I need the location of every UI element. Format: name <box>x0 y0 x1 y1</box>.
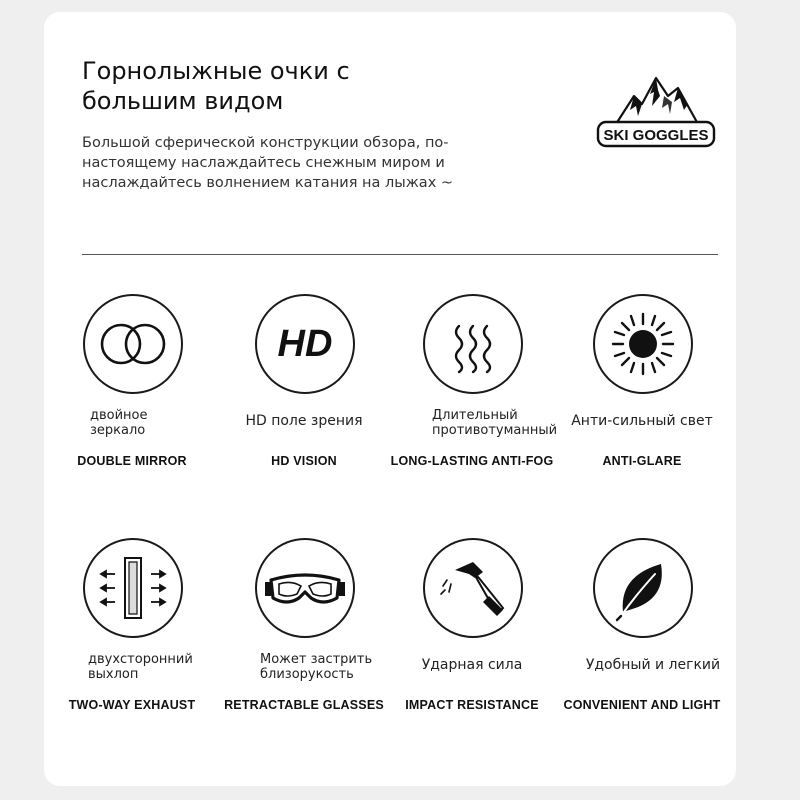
feature-hd-vision <box>224 294 384 474</box>
description: Большой сферической конструкции обзора, по-настоящему наслаждайтесь снежным миром и наслаждайтесь волнением катания на лыжах ~ <box>82 135 454 191</box>
feature-label-en: TWO-WAY EXHAUST <box>68 698 196 712</box>
hd-icon-text: HD <box>277 323 333 365</box>
sun-icon <box>593 294 693 394</box>
feature-label-en: RETRACTABLE GLASSES <box>224 698 384 712</box>
feature-label-ru: двойное зеркало <box>90 408 148 438</box>
goggles-icon <box>255 538 355 638</box>
feature-anti-glare <box>562 294 722 474</box>
feature-label-en: LONG-LASTING ANTI-FOG <box>390 454 554 468</box>
feature-card <box>44 12 736 786</box>
feature-retractable-glasses <box>224 538 384 718</box>
feature-label-ru: Может застрить близорукость <box>260 652 373 682</box>
ski-goggles-logo <box>594 66 718 154</box>
feature-label-ru: Ударная сила <box>421 657 523 673</box>
feature-convenient-light <box>562 538 722 718</box>
divider <box>82 254 718 255</box>
feature-label-ru: Удобный и легкий <box>585 657 721 673</box>
feature-label-en: DOUBLE MIRROR <box>77 454 187 468</box>
feature-anti-fog <box>390 294 558 474</box>
feature-label-ru: двухсторонний выхлоп <box>88 652 193 682</box>
feature-label-ru: Анти-сильный свет <box>571 413 713 429</box>
page-title <box>82 56 350 116</box>
feature-label-ru: HD поле зрения <box>245 413 363 429</box>
feature-label-ru: Длительный противотуманный <box>432 408 558 438</box>
leaf-icon <box>593 538 693 638</box>
title-line-1: Горнолыжные очки с <box>82 57 350 85</box>
double-ring-icon <box>83 294 183 394</box>
feature-impact-resistance <box>392 538 552 718</box>
airflow-panel-icon <box>83 538 183 638</box>
hammer-icon <box>423 538 523 638</box>
feature-two-way-exhaust <box>52 538 212 718</box>
steam-waves-icon <box>423 294 523 394</box>
logo-text: SKI GOGGLES <box>603 127 709 144</box>
title-line-2: большим видом <box>82 87 284 115</box>
feature-label-en: IMPACT RESISTANCE <box>405 698 539 712</box>
feature-double-mirror <box>52 294 212 474</box>
hd-icon <box>255 294 355 394</box>
feature-label-en: ANTI-GLARE <box>602 454 682 468</box>
feature-label-en: HD VISION <box>271 454 337 468</box>
feature-label-en: CONVENIENT AND LIGHT <box>563 698 721 712</box>
